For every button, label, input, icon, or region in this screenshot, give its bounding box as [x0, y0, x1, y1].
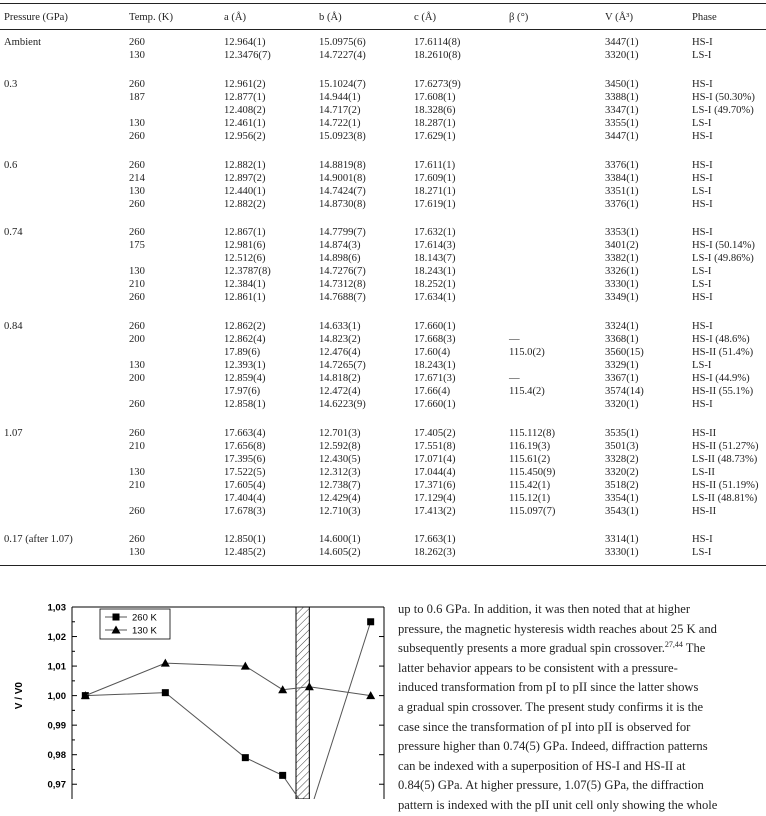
table-cell: 14.722(1)	[319, 117, 361, 129]
table-cell: 3518(2)	[605, 479, 639, 491]
table-cell: 12.882(2)	[224, 198, 266, 210]
table-cell: 14.7312(8)	[319, 279, 366, 291]
table-cell: 14.7276(7)	[319, 266, 366, 278]
table-cell: 260	[129, 321, 145, 333]
transition-band	[296, 607, 309, 799]
table-row	[0, 333, 766, 346]
table-cell: 0.74	[4, 227, 23, 239]
table-cell: 116.19(3)	[509, 440, 551, 452]
table-cell: HS-I	[692, 321, 713, 333]
table-cell: 12.862(2)	[224, 321, 266, 333]
table-cell: HS-I	[692, 172, 713, 184]
table-cell: 18.2610(8)	[414, 49, 461, 61]
y-tick-label: 0,99	[47, 720, 66, 732]
table-cell: 115.097(7)	[509, 505, 556, 517]
table-row	[0, 185, 766, 198]
table-cell: 17.89(6)	[224, 347, 261, 359]
citation-superscript: 27,44	[664, 640, 683, 649]
table-cell: 214	[129, 172, 145, 184]
column-header: Temp. (K)	[129, 12, 173, 23]
table-cell: 260	[129, 227, 145, 239]
data-point-square	[242, 754, 249, 761]
column-header: β (°)	[509, 12, 529, 23]
table-cell: 17.6114(8)	[414, 37, 461, 48]
table-cell: 260	[129, 505, 145, 517]
table-cell: 115.0(2)	[509, 347, 545, 359]
table-cell: 3535(1)	[605, 427, 639, 439]
table-row	[0, 226, 766, 239]
table-cell: 17.97(6)	[224, 385, 261, 397]
table-cell: 12.738(7)	[319, 479, 361, 491]
table-row	[0, 104, 766, 117]
column-header: a (Å)	[224, 12, 247, 23]
table-cell: 3355(1)	[605, 117, 639, 129]
table-cell: 3330(1)	[605, 547, 639, 559]
table-row	[0, 320, 766, 333]
table-cell: 12.429(4)	[319, 492, 361, 504]
table-row	[0, 359, 766, 372]
table-cell: 17.129(4)	[414, 492, 456, 504]
data-point-square	[279, 772, 286, 779]
table-cell: LS-I	[692, 266, 712, 278]
table-cell: 12.858(1)	[224, 398, 266, 410]
table-cell: 14.823(2)	[319, 334, 361, 346]
table-cell: 12.512(6)	[224, 253, 266, 265]
table-cell: 3314(1)	[605, 534, 639, 546]
table-row	[0, 492, 766, 505]
table-cell: 18.243(1)	[414, 266, 456, 278]
table-cell: 14.633(1)	[319, 321, 361, 333]
table-cell: 17.522(5)	[224, 466, 266, 478]
table-cell: 3376(1)	[605, 198, 639, 210]
body-text-line: 0.84(5) GPa. At higher pressure, 1.07(5) GPa, the diffraction	[398, 778, 704, 793]
table-cell: 18.243(1)	[414, 360, 456, 371]
y-tick-label: 1,01	[47, 661, 66, 673]
table-cell: 3367(1)	[605, 372, 639, 384]
body-text-line: induced transformation from pI to pII since the latter shows	[398, 680, 699, 695]
table-cell: 17.614(3)	[414, 240, 456, 252]
table-cell: 115.61(2)	[509, 453, 551, 465]
table-cell: 0.6	[4, 159, 18, 171]
table-cell: 18.287(1)	[414, 117, 456, 129]
table-cell: HS-I	[692, 534, 713, 546]
legend-label: 260 K	[132, 612, 157, 624]
table-cell: 12.867(1)	[224, 227, 266, 239]
table-cell: 12.981(6)	[224, 240, 266, 252]
body-text-line: case since the transformation of pI into pII is observed for	[398, 719, 691, 734]
table-cell: 0.84	[4, 321, 23, 333]
y-tick-label: 1,02	[47, 632, 66, 644]
table-cell: —	[509, 372, 520, 384]
table-cell: LS-II	[692, 466, 715, 478]
table-cell: HS-I	[692, 159, 713, 171]
table-cell: Ambient	[4, 37, 42, 48]
table-cell: HS-I	[692, 130, 713, 142]
table-row	[0, 91, 766, 104]
table-cell: 3501(3)	[605, 440, 639, 452]
table-cell: 17.044(4)	[414, 466, 456, 478]
table-cell: 3347(1)	[605, 104, 639, 116]
table-cell: 3401(2)	[605, 240, 639, 252]
table-cell: 130	[129, 266, 145, 278]
table-cell: 130	[129, 360, 145, 371]
table-cell: 12.384(1)	[224, 279, 266, 291]
table-cell: 12.408(2)	[224, 104, 266, 116]
table-row	[0, 466, 766, 479]
table-cell: 17.60(4)	[414, 347, 451, 359]
body-text-line: subsequently presents a more gradual spin crossover.$^{27,44}$ The	[398, 640, 706, 656]
table-cell: 14.717(2)	[319, 104, 361, 116]
table-cell: 12.461(1)	[224, 117, 266, 129]
table-cell: HS-I (48.6%)	[692, 334, 750, 346]
table-header	[0, 11, 766, 24]
table-cell: 18.252(1)	[414, 279, 456, 291]
table-cell: 17.609(1)	[414, 172, 456, 184]
body-text	[398, 600, 766, 816]
table-cell: 210	[129, 479, 145, 491]
table-cell: 14.7688(7)	[319, 292, 366, 304]
table-cell: 3330(1)	[605, 279, 639, 291]
table-cell: 210	[129, 440, 145, 452]
table-cell: HS-II	[692, 505, 717, 517]
table-cell: 3328(2)	[605, 453, 639, 465]
table-cell: 3326(1)	[605, 266, 639, 278]
table-cell: 3376(1)	[605, 159, 639, 171]
body-text-line: pressure higher than 0.74(5) GPa. Indeed, diffraction patterns	[398, 739, 708, 754]
series-line	[85, 622, 370, 799]
table-cell: 17.656(8)	[224, 440, 266, 452]
series-line	[85, 663, 370, 695]
legend-marker-square	[113, 614, 120, 621]
table-row	[0, 533, 766, 546]
table-cell: HS-I	[692, 198, 713, 210]
table-cell: 260	[129, 198, 145, 210]
table-cell: 14.8819(8)	[319, 159, 366, 171]
table-row	[0, 278, 766, 291]
table-cell: 12.897(2)	[224, 172, 266, 184]
table-cell: 12.440(1)	[224, 185, 266, 197]
table-row	[0, 427, 766, 440]
table-cell: 14.7799(7)	[319, 227, 366, 239]
data-point-square	[162, 689, 169, 696]
table-cell: 3388(1)	[605, 91, 639, 103]
table-cell: 3354(1)	[605, 492, 639, 504]
body-text-line: up to 0.6 GPa. In addition, it was then noted that at higher	[398, 602, 691, 616]
table-cell: 12.3476(7)	[224, 49, 271, 61]
table-cell: 17.671(3)	[414, 372, 456, 384]
column-header: b (Å)	[319, 12, 342, 23]
table-cell: 17.668(3)	[414, 334, 456, 346]
table-cell: 15.0975(6)	[319, 37, 366, 48]
table-cell: 115.12(1)	[509, 492, 551, 504]
table-cell: 17.634(1)	[414, 292, 456, 304]
table-cell: 260	[129, 398, 145, 410]
table-cell: 175	[129, 240, 145, 252]
table-cell: 17.395(6)	[224, 453, 266, 465]
table-cell: 17.404(4)	[224, 492, 266, 504]
table-cell: 3447(1)	[605, 130, 639, 142]
table-cell: 3320(1)	[605, 49, 639, 61]
table-cell: HS-I	[692, 37, 713, 48]
table-cell: 15.1024(7)	[319, 78, 366, 90]
table-cell: 12.956(2)	[224, 130, 266, 142]
table-cell: 115.112(8)	[509, 427, 555, 439]
table-cell: 17.66(4)	[414, 385, 451, 397]
table-cell: 12.882(1)	[224, 159, 266, 171]
table-cell: 17.413(2)	[414, 505, 456, 517]
table-cell: LS-I (49.86%)	[692, 253, 754, 265]
volume-ratio-chart	[0, 585, 395, 799]
table-cell: 12.472(4)	[319, 385, 361, 397]
table-cell: HS-II	[692, 427, 717, 439]
table-cell: 130	[129, 117, 145, 129]
table-cell: 17.605(4)	[224, 479, 266, 491]
table-cell: 17.405(2)	[414, 427, 456, 439]
table-cell: 130	[129, 466, 145, 478]
table-cell: 187	[129, 91, 145, 103]
table-cell: 3368(1)	[605, 334, 639, 346]
table-cell: 3447(1)	[605, 37, 639, 48]
table-cell: HS-I (50.14%)	[692, 240, 755, 252]
table-cell: 14.9001(8)	[319, 172, 366, 184]
table-cell: 210	[129, 279, 145, 291]
table-cell: 12.485(2)	[224, 547, 266, 559]
table-row	[0, 198, 766, 211]
table-cell: 12.877(1)	[224, 91, 266, 103]
table-cell: HS-II (51.27%)	[692, 440, 759, 452]
table-cell: 17.6273(9)	[414, 78, 461, 90]
table-cell: 3574(14)	[605, 385, 644, 397]
table-cell: LS-I	[692, 279, 712, 291]
table-row	[0, 117, 766, 130]
table-row	[0, 252, 766, 265]
body-text-line: pressure, the magnetic hysteresis width reaches about 25 K and	[398, 621, 717, 636]
table-cell: 260	[129, 292, 145, 304]
table-cell: 3349(1)	[605, 292, 639, 304]
table-cell: 3450(1)	[605, 78, 639, 90]
table-cell: LS-I	[692, 117, 712, 129]
table-cell: 130	[129, 185, 145, 197]
table-row	[0, 265, 766, 278]
table-cell: 17.371(6)	[414, 479, 456, 491]
table-cell: 1.07	[4, 427, 23, 439]
table-cell: 12.961(2)	[224, 78, 266, 90]
table-cell: 200	[129, 334, 145, 346]
table-cell: 130	[129, 49, 145, 61]
table-cell: 14.7424(7)	[319, 185, 366, 197]
body-text-line: can be indexed with a superposition of HS-I and HS-II at	[398, 758, 686, 773]
data-point-triangle	[161, 659, 170, 667]
table-cell: HS-I (44.9%)	[692, 372, 750, 384]
table-cell: HS-II (55.1%)	[692, 385, 754, 397]
table-cell: LS-II (48.81%)	[692, 492, 758, 504]
table-cell: 17.551(8)	[414, 440, 456, 452]
table-cell: —	[509, 334, 520, 346]
table-cell: 3329(1)	[605, 360, 639, 371]
table-cell: 3320(2)	[605, 466, 639, 478]
table-cell: 17.660(1)	[414, 321, 456, 333]
table-cell: 12.862(4)	[224, 334, 266, 346]
table-row	[0, 49, 766, 62]
body-text-line: pattern is indexed with the pII unit cell only showing the whole	[398, 797, 718, 812]
table-cell: 14.874(3)	[319, 240, 361, 252]
table-cell: 260	[129, 427, 145, 439]
column-header: Phase	[692, 12, 717, 23]
table-cell: 14.898(6)	[319, 253, 361, 265]
table-cell: 17.611(1)	[414, 159, 456, 171]
table-cell: 17.629(1)	[414, 130, 456, 142]
table-row	[0, 546, 766, 559]
y-tick-label: 0,98	[47, 750, 66, 762]
body-text-line: latter behavior appears to be consistent with a pressure-	[398, 660, 678, 675]
table-cell: LS-I	[692, 49, 712, 61]
table-row	[0, 239, 766, 252]
table-cell: 115.4(2)	[509, 385, 545, 397]
table-cell: 17.663(4)	[224, 427, 266, 439]
data-point-square	[367, 618, 374, 625]
table-row	[0, 398, 766, 411]
table-row	[0, 440, 766, 453]
table-cell: LS-I	[692, 360, 712, 371]
table-cell: 18.328(6)	[414, 104, 456, 116]
table-cell: HS-I	[692, 292, 713, 304]
table-cell: 14.7265(7)	[319, 360, 366, 371]
table-row	[0, 172, 766, 185]
column-header: c (Å)	[414, 12, 437, 23]
table-cell: 14.8730(8)	[319, 198, 366, 210]
table-cell: 115.450(9)	[509, 466, 556, 478]
table-cell: 12.312(3)	[319, 466, 361, 478]
table-header-rule	[0, 29, 766, 30]
table-cell: 260	[129, 37, 145, 48]
table-cell: 18.271(1)	[414, 185, 456, 197]
table-row	[0, 78, 766, 91]
table-cell: 3543(1)	[605, 505, 639, 517]
table-cell: 260	[129, 130, 145, 142]
table-cell: 3384(1)	[605, 172, 639, 184]
table-cell: 17.071(4)	[414, 453, 456, 465]
table-cell: 12.3787(8)	[224, 266, 271, 278]
table-cell: 260	[129, 534, 145, 546]
legend-label: 130 K	[132, 625, 157, 637]
table-cell: 3324(1)	[605, 321, 639, 333]
table-cell: 260	[129, 78, 145, 90]
y-axis-label: V / V0	[14, 681, 25, 710]
table-cell: 3320(1)	[605, 398, 639, 410]
table-cell: 17.632(1)	[414, 227, 456, 239]
table-cell: 17.663(1)	[414, 534, 456, 546]
table-cell: HS-I (50.30%)	[692, 91, 755, 103]
table-cell: 0.17 (after 1.07)	[4, 534, 73, 546]
table-cell: 14.818(2)	[319, 372, 361, 384]
table-cell: 12.393(1)	[224, 360, 266, 371]
y-tick-label: 0,97	[47, 779, 66, 791]
table-cell: 12.850(1)	[224, 534, 266, 546]
table-cell: HS-I	[692, 78, 713, 90]
table-bottom-rule	[0, 565, 766, 566]
table-cell: 14.6223(9)	[319, 398, 366, 410]
table-row	[0, 291, 766, 304]
table-cell: 3351(1)	[605, 185, 639, 197]
table-cell: 18.143(7)	[414, 253, 456, 265]
table-cell: LS-II (48.73%)	[692, 453, 758, 465]
table-cell: 17.678(3)	[224, 505, 266, 517]
table-cell: 15.0923(8)	[319, 130, 366, 142]
table-row	[0, 346, 766, 359]
table-row	[0, 479, 766, 492]
table-cell: 12.592(8)	[319, 440, 361, 452]
table-cell: 14.7227(4)	[319, 49, 366, 61]
table-row	[0, 130, 766, 143]
table-cell: 14.600(1)	[319, 534, 361, 546]
table-row	[0, 385, 766, 398]
table-cell: HS-II (51.19%)	[692, 479, 759, 491]
table-row	[0, 372, 766, 385]
y-tick-label: 1,00	[47, 691, 66, 703]
table-cell: LS-I (49.70%)	[692, 104, 754, 116]
table-row	[0, 36, 766, 49]
table-cell: 115.42(1)	[509, 479, 551, 491]
table-cell: 12.476(4)	[319, 347, 361, 359]
table-top-rule	[0, 3, 766, 4]
table-row	[0, 453, 766, 466]
table-cell: LS-I	[692, 547, 712, 559]
table-cell: LS-I	[692, 185, 712, 197]
table-cell: 12.430(5)	[319, 453, 361, 465]
table-cell: 130	[129, 547, 145, 559]
table-cell: 3353(1)	[605, 227, 639, 239]
table-cell: 0.3	[4, 78, 18, 90]
y-tick-label: 1,03	[47, 602, 66, 614]
table-cell: 12.964(1)	[224, 37, 266, 48]
table-cell: 3382(1)	[605, 253, 639, 265]
table-cell: HS-II (51.4%)	[692, 347, 754, 359]
table-cell: HS-I	[692, 398, 713, 410]
table-cell: 17.619(1)	[414, 198, 456, 210]
table-cell: 18.262(3)	[414, 547, 456, 559]
table-row	[0, 159, 766, 172]
table-cell: 12.861(1)	[224, 292, 266, 304]
table-cell: 17.660(1)	[414, 398, 456, 410]
table-cell: 14.605(2)	[319, 547, 361, 559]
table-cell: 17.608(1)	[414, 91, 456, 103]
table-cell: 260	[129, 159, 145, 171]
table-cell: 14.944(1)	[319, 91, 361, 103]
table-cell: HS-I	[692, 227, 713, 239]
table-cell: 12.710(3)	[319, 505, 361, 517]
column-header: V (Å³)	[605, 12, 633, 23]
table-cell: 12.859(4)	[224, 372, 266, 384]
table-cell: 200	[129, 372, 145, 384]
table-cell: 3560(15)	[605, 347, 644, 359]
body-text-line: a gradual spin crossover. The present study confirms it is the	[398, 699, 704, 714]
table-cell: 12.701(3)	[319, 427, 361, 439]
column-header: Pressure (GPa)	[4, 12, 68, 23]
table-row	[0, 505, 766, 518]
